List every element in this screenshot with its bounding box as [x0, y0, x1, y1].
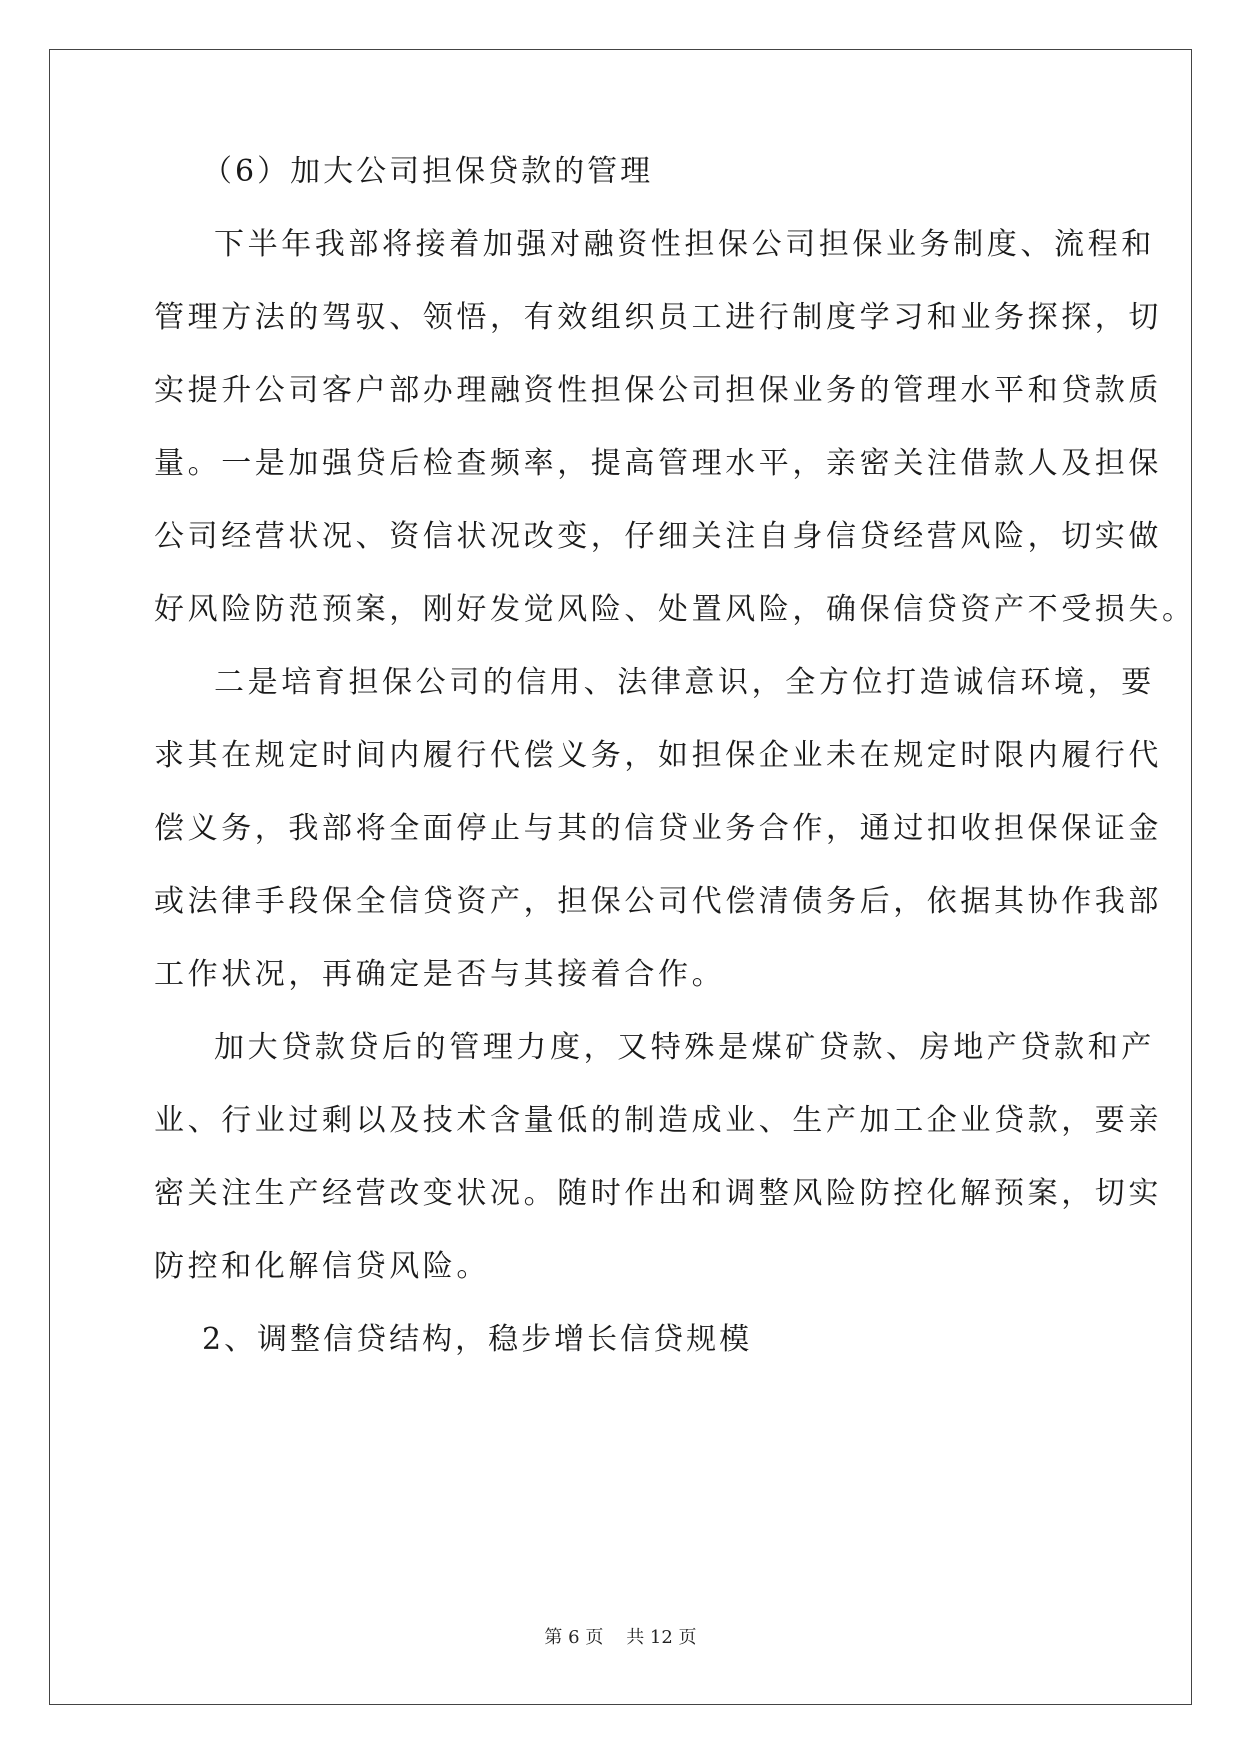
paragraph-line: 量。一是加强贷后检查频率，提高管理水平，亲密关注借款人及担保: [154, 446, 1162, 481]
paragraph-line: 或法律手段保全信贷资产，担保公司代偿清债务后，依据其协作我部: [154, 884, 1162, 919]
paragraph-line: 管理方法的驾驭、领悟，有效组织员工进行制度学习和业务探探，切: [154, 300, 1162, 335]
paragraph-line: 偿义务，我部将全面停止与其的信贷业务合作，通过扣收担保保证金: [154, 811, 1162, 846]
paragraph-line: 工作状况，再确定是否与其接着合作。: [154, 957, 726, 992]
section-heading: 2、调整信贷结构，稳步增长信贷规模: [202, 1322, 753, 1357]
paragraph-line: 公司经营状况、资信状况改变，仔细关注自身信贷经营风险，切实做: [154, 519, 1162, 554]
paragraph-line: 加大贷款贷后的管理力度，又特殊是煤矿贷款、房地产贷款和产: [214, 1030, 1155, 1065]
page-number: 第 6 页 共 12 页: [544, 1627, 697, 1648]
section-heading: （6）加大公司担保贷款的管理: [202, 154, 654, 189]
paragraph-line: 业、行业过剩以及技术含量低的制造成业、生产加工企业贷款，要亲: [154, 1103, 1162, 1138]
paragraph-line: 下半年我部将接着加强对融资性担保公司担保业务制度、流程和: [214, 227, 1155, 262]
paragraph-line: 二是培育担保公司的信用、法律意识，全方位打造诚信环境，要: [214, 665, 1155, 700]
paragraph-line: 防控和化解信贷风险。: [154, 1249, 490, 1284]
paragraph-line: 好风险防范预案，刚好发觉风险、处置风险，确保信贷资产不受损失。: [154, 592, 1196, 627]
paragraph-line: 密关注生产经营改变状况。随时作出和调整风险防控化解预案，切实: [154, 1176, 1162, 1211]
paragraph-line: 实提升公司客户部办理融资性担保公司担保业务的管理水平和贷款质: [154, 373, 1162, 408]
paragraph-line: 求其在规定时间内履行代偿义务，如担保企业未在规定时限内履行代: [154, 738, 1162, 773]
